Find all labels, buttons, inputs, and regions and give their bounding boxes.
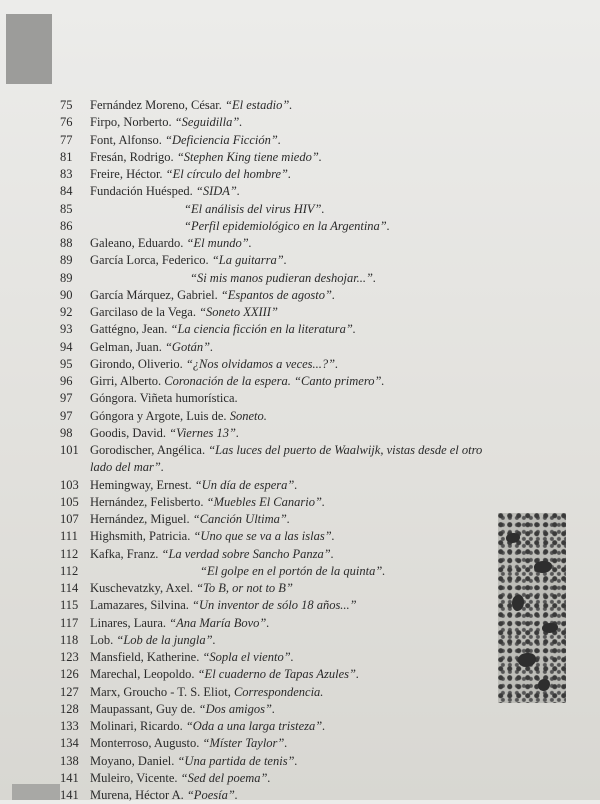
author-name: Goodis, David.	[90, 426, 167, 440]
page-number: 111	[60, 529, 78, 543]
work-title: “Sed del poema”.	[180, 771, 271, 785]
page-number: 128	[60, 702, 79, 716]
work-title: “Stephen King tiene miedo”.	[176, 150, 322, 164]
author-name: Girri, Alberto.	[90, 374, 162, 388]
work-title: “Deficiencia Ficción”.	[165, 133, 281, 147]
page-number: 97	[60, 391, 73, 405]
author-name: Kuschevatzky, Axel.	[90, 581, 193, 595]
work-title: “SIDA”.	[195, 184, 240, 198]
page-number: 127	[60, 685, 79, 699]
work-title: “Perfil epidemiológico en la Argentina”.	[184, 219, 390, 233]
work-title: Coronación de la espera. “Canto primero”.	[164, 374, 385, 388]
page-number: 98	[60, 426, 73, 440]
page-number: 77	[60, 133, 73, 147]
page-number: 96	[60, 374, 73, 388]
author-name: Galeano, Eduardo.	[90, 236, 184, 250]
page-number: 90	[60, 288, 73, 302]
page-number: 138	[60, 754, 79, 768]
work-title: “¿Nos olvidamos a veces...?”.	[185, 357, 339, 371]
work-title: “El círculo del hombre”.	[165, 167, 292, 181]
page-number: 133	[60, 719, 79, 733]
work-title: “Poesía”.	[186, 788, 238, 802]
work-title: “Dos amigos”.	[198, 702, 276, 716]
work-title: “Uno que se va a las islas”.	[193, 529, 335, 543]
toc-entry-continuation: lado del mar”.	[90, 460, 164, 474]
work-title: “Gotán”.	[164, 340, 214, 354]
author-name: Moyano, Daniel.	[90, 754, 175, 768]
page-number: 114	[60, 581, 79, 595]
page-number: 93	[60, 322, 73, 336]
page-number: 84	[60, 184, 73, 198]
author-name: Fundación Huésped.	[90, 184, 193, 198]
work-title: “Oda a una larga tristeza”.	[185, 719, 326, 733]
author-name: Hernández, Miguel.	[90, 512, 190, 526]
page-number: 101	[60, 443, 79, 457]
author-name: Murena, Héctor A.	[90, 788, 184, 802]
author-name: Girondo, Oliverio.	[90, 357, 183, 371]
author-name: Gelman, Juan.	[90, 340, 162, 354]
work-title: “Seguidilla”.	[174, 115, 243, 129]
work-title: “La ciencia ficción en la literatura”.	[170, 322, 356, 336]
page-number: 95	[60, 357, 73, 371]
page-number: 112	[60, 564, 79, 578]
work-title: “Lob de la jungla”.	[116, 633, 216, 647]
author-name: Freire, Héctor.	[90, 167, 163, 181]
page-number: 112	[60, 547, 79, 561]
author-name: Maupassant, Guy de.	[90, 702, 196, 716]
work-title: “La verdad sobre Sancho Panza”.	[161, 547, 334, 561]
page-number: 126	[60, 667, 79, 681]
page-number: 141	[60, 788, 79, 802]
author-name: Font, Alfonso.	[90, 133, 162, 147]
work-title: “Sopla el viento”.	[202, 650, 294, 664]
page-number: 89	[60, 253, 73, 267]
author-name: Lamazares, Silvina.	[90, 598, 189, 612]
page-number: 94	[60, 340, 73, 354]
page-number: 97	[60, 409, 73, 423]
work-title: “El cuaderno de Tapas Azules”.	[197, 667, 360, 681]
work-title: “Míster Taylor”.	[202, 736, 288, 750]
page-number: 83	[60, 167, 73, 181]
author-name: Firpo, Norberto.	[90, 115, 172, 129]
author-name: García Lorca, Federico.	[90, 253, 209, 267]
page-number: 86	[60, 219, 73, 233]
author-name: Monterroso, Augusto.	[90, 736, 200, 750]
work-title: Viñeta humorística.	[139, 391, 238, 405]
page-number: 85	[60, 202, 73, 216]
page-number: 134	[60, 736, 79, 750]
author-name: Fresán, Rodrigo.	[90, 150, 174, 164]
work-title: “El golpe en el portón de la quinta”.	[200, 564, 386, 578]
author-name: Gattégno, Jean.	[90, 322, 168, 336]
page-number: 107	[60, 512, 79, 526]
work-title: “El mundo”.	[186, 236, 252, 250]
page-number: 117	[60, 616, 79, 630]
work-title: “Un día de espera”.	[194, 478, 298, 492]
page-number: 92	[60, 305, 73, 319]
page-number: 105	[60, 495, 79, 509]
author-name: Muleiro, Vicente.	[90, 771, 178, 785]
author-name: Garcilaso de la Vega.	[90, 305, 196, 319]
author-name: Kafka, Franz.	[90, 547, 159, 561]
page-number: 75	[60, 98, 73, 112]
work-title: “Si mis manos pudieran deshojar...”.	[190, 271, 377, 285]
author-name: Highsmith, Patricia.	[90, 529, 191, 543]
work-title: “La guitarra”.	[211, 253, 287, 267]
work-title: “El estadio”.	[225, 98, 293, 112]
page-number: 89	[60, 271, 73, 285]
author-name: Lob.	[90, 633, 114, 647]
author-name: Góngora y Argote, Luis de.	[90, 409, 227, 423]
work-title: “Una partida de tenis”.	[177, 754, 298, 768]
page-number: 88	[60, 236, 73, 250]
author-name: Gorodischer, Angélica.	[90, 443, 206, 457]
author-name: Góngora.	[90, 391, 137, 405]
author-name: Linares, Laura.	[90, 616, 167, 630]
author-name: Marx, Groucho - T. S. Eliot,	[90, 685, 231, 699]
page-number: 103	[60, 478, 79, 492]
work-title: Soneto.	[229, 409, 267, 423]
work-title: “Ana María Bovo”.	[169, 616, 270, 630]
page-number: 81	[60, 150, 73, 164]
author-name: Mansfield, Katherine.	[90, 650, 200, 664]
work-title: Correspondencia.	[233, 685, 324, 699]
author-name: García Márquez, Gabriel.	[90, 288, 218, 302]
work-title: “Un inventor de sólo 18 años...”	[192, 598, 357, 612]
author-name: Marechal, Leopoldo.	[90, 667, 195, 681]
page-number: 123	[60, 650, 79, 664]
work-title: “El análisis del virus HIV”.	[184, 202, 325, 216]
work-title: “Viernes 13”.	[169, 426, 240, 440]
work-title: “Muebles El Canario”.	[206, 495, 326, 509]
work-title: “Las luces del puerto de Waalwijk, vistas desde el otro	[208, 443, 483, 457]
page-number: 115	[60, 598, 79, 612]
author-name: Molinari, Ricardo.	[90, 719, 183, 733]
author-name: Hernández, Felisberto.	[90, 495, 204, 509]
work-title: “To B, or not to B”	[196, 581, 293, 595]
work-title: “Soneto XXIII”	[199, 305, 278, 319]
author-name: Fernández Moreno, César.	[90, 98, 222, 112]
work-title: “Espantos de agosto”.	[220, 288, 336, 302]
work-title: “Canción Ultima”.	[192, 512, 290, 526]
page-number: 141	[60, 771, 79, 785]
author-name: Hemingway, Ernest.	[90, 478, 192, 492]
page-number: 76	[60, 115, 73, 129]
page-number: 118	[60, 633, 79, 647]
